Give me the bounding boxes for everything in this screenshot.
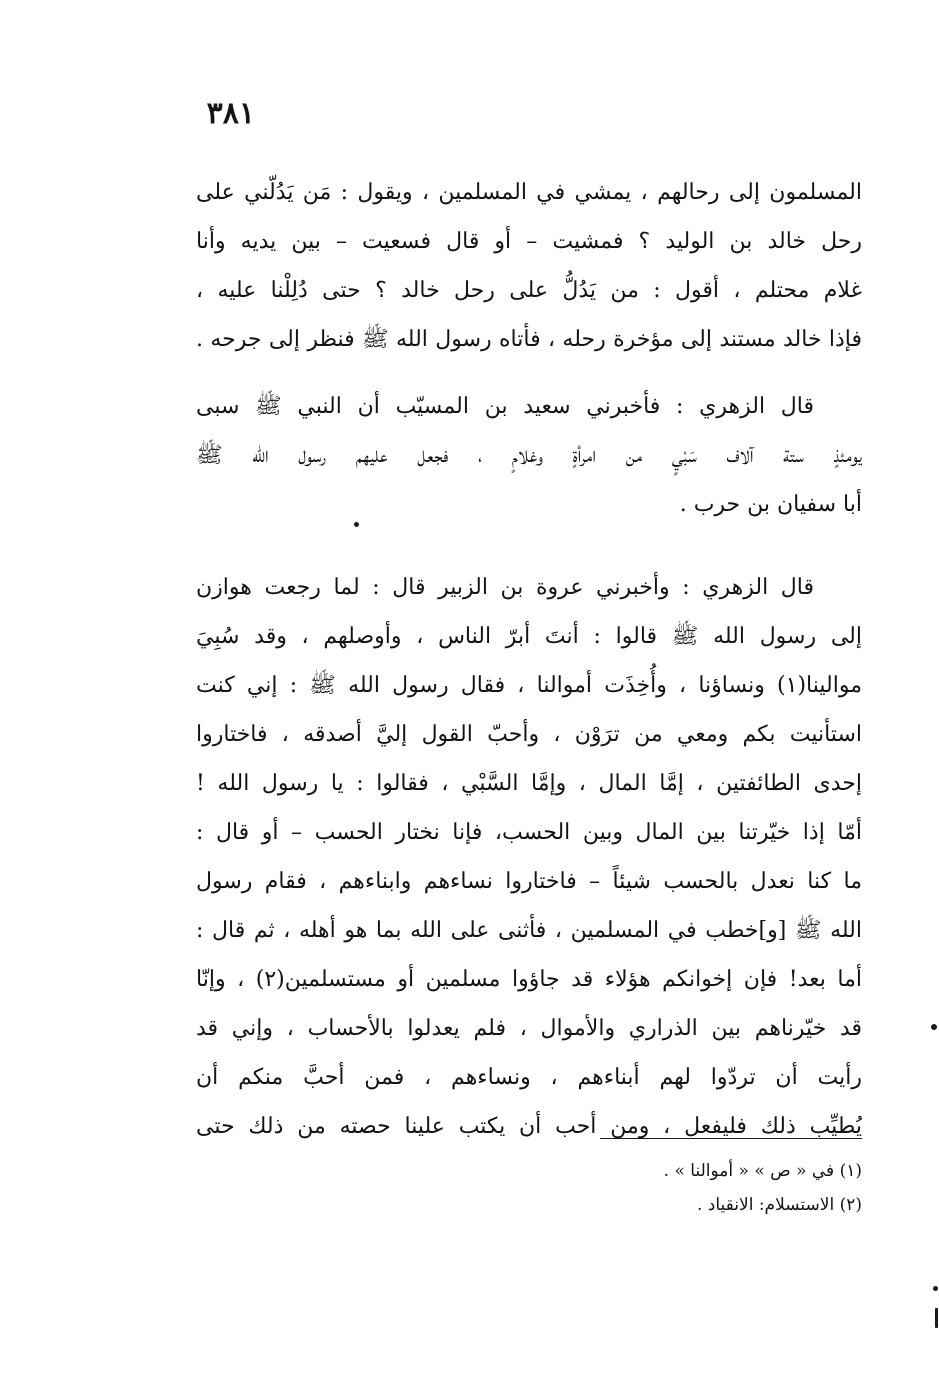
footnote-2: (٢) الاستسلام: الانقياد . bbox=[696, 1195, 862, 1215]
paragraph-2 bbox=[196, 382, 862, 529]
scan-edge-mark bbox=[935, 1308, 938, 1328]
footnote-1: (١) في « ص » « أموالنا » . bbox=[663, 1161, 862, 1181]
scan-speck bbox=[931, 1024, 937, 1030]
text-line: رحل خالد بن الوليد ؟ فمشيت – أو قال فسعيت – بين يديه وأنا bbox=[196, 229, 862, 254]
main-text bbox=[196, 168, 862, 1151]
footnote-divider bbox=[600, 1138, 862, 1139]
text-line: أبا سفيان بن حرب . bbox=[679, 492, 862, 517]
text-line: يومئذٍ ستة آلاف سَبْيٍ من امرأةٍ وغلامٍ ، فجعل عليهم رسول الله ﷺ bbox=[196, 443, 862, 468]
paragraph-gap bbox=[196, 529, 862, 563]
page-number: ٣٨١ bbox=[206, 96, 255, 131]
text-line: أمّا إذا خيّرتنا بين المال وبين الحسب، فإنا نختار الحسب – أو قال : bbox=[196, 820, 862, 845]
text-line: قال الزهري : فأخبرني سعيد بن المسيّب أن النبي ﷺ سبى bbox=[196, 394, 814, 419]
paragraph-3 bbox=[196, 563, 862, 1151]
text-line: المسلمون إلى رحالهم ، يمشي في المسلمين ، ويقول : مَن يَدُلّني على bbox=[196, 180, 862, 205]
text-line: قال الزهري : وأخبرني عروة بن الزبير قال : لما رجعت هوازن bbox=[196, 575, 814, 600]
text-line: ما كنا نعدل بالحسب شيئاً – فاختاروا نساءهم وابناءهم ، فقام رسول bbox=[196, 869, 862, 894]
text-line: قد خيّرناهم بين الذراري والأموال ، فلم يعدلوا بالأحساب ، وإني قد bbox=[196, 1016, 862, 1041]
text-line: غلام محتلم ، أقول : من يَدُلُّ على رحل خالد ؟ حتى دُلِلْنا عليه ، bbox=[196, 278, 862, 303]
text-line: رأيت أن تردّوا لهم أبناءهم ، ونساءهم ، فمن أحبَّ منكم أن bbox=[196, 1065, 862, 1090]
paragraph-1 bbox=[196, 168, 862, 364]
text-line: إلى رسول الله ﷺ قالوا : أنتَ أبرّ الناس ، وأوصلهم ، وقد سُبِيَ bbox=[196, 624, 862, 649]
text-line: موالينا(١) ونساؤنا ، وأُخِذَت أموالنا ، فقال رسول الله ﷺ : إني كنت bbox=[196, 673, 862, 698]
text-line: استأنيت بكم ومعي من ترَوْن ، وأحبّ القول إليَّ أصدقه ، فاختاروا bbox=[196, 722, 862, 747]
text-line: فإذا خالد مستند إلى مؤخرة رحله ، فأتاه رسول الله ﷺ فنظر إلى جرحه . bbox=[196, 327, 862, 352]
scan-speck bbox=[354, 522, 359, 527]
footnotes bbox=[560, 1154, 862, 1222]
scan-speck bbox=[933, 1286, 938, 1291]
text-line: الله ﷺ [و]خطب في المسلمين ، فأثنى على الله بما هو أهله ، ثم قال : bbox=[196, 918, 862, 943]
text-line: يُطيِّب ذلك فليفعل ، ومن أحب أن يكتب علينا حصته من ذلك حتى bbox=[196, 1114, 862, 1139]
text-line: أما بعد! فإن إخوانكم هؤلاء قد جاؤوا مسلمين أو مستسلمين(٢) ، وإنّا bbox=[196, 967, 862, 992]
paragraph-gap bbox=[196, 364, 862, 382]
text-line: إحدى الطائفتين ، إمَّا المال ، وإمَّا السَّبْي ، فقالوا : يا رسول الله ! bbox=[196, 771, 862, 796]
